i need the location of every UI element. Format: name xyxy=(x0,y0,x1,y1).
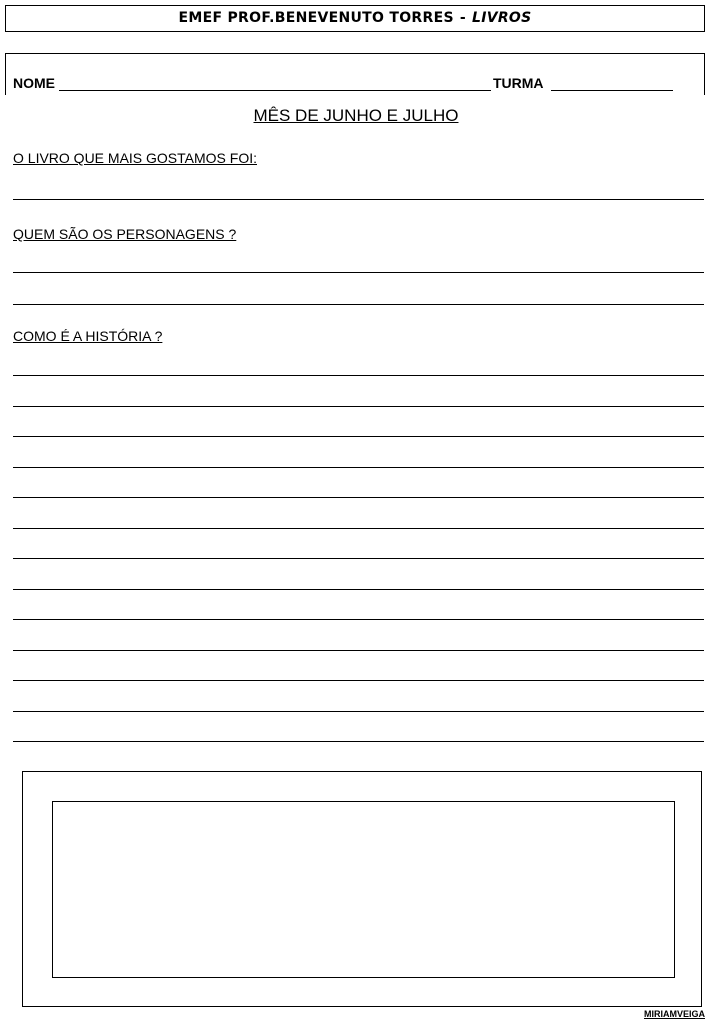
characters-answer-line[interactable] xyxy=(13,304,704,305)
school-name: EMEF PROF.BENEVENUTO TORRES xyxy=(178,10,454,26)
author-credit: MIRIAMVEIGA xyxy=(643,1009,705,1019)
story-answer-line[interactable] xyxy=(13,436,704,437)
story-answer-line[interactable] xyxy=(13,741,704,742)
story-answer-line[interactable] xyxy=(13,680,704,681)
header-separator: - xyxy=(459,10,466,26)
class-field-line[interactable] xyxy=(551,90,673,91)
story-answer-line[interactable] xyxy=(13,711,704,712)
subject-name: LIVROS xyxy=(471,10,532,26)
favorite-book-answer-line[interactable] xyxy=(13,199,704,200)
name-label: NOME xyxy=(13,75,55,91)
story-answer-line[interactable] xyxy=(13,375,704,376)
story-answer-line[interactable] xyxy=(13,528,704,529)
name-field-line[interactable] xyxy=(59,90,491,91)
story-answer-line[interactable] xyxy=(13,497,704,498)
worksheet-header xyxy=(5,5,705,32)
story-answer-line[interactable] xyxy=(13,558,704,559)
favorite-book-question: O LIVRO QUE MAIS GOSTAMOS FOI: xyxy=(13,150,257,166)
drawing-area[interactable] xyxy=(52,801,675,978)
story-question: COMO É A HISTÓRIA ? xyxy=(13,328,163,344)
story-answer-line[interactable] xyxy=(13,619,704,620)
story-answer-line[interactable] xyxy=(13,406,704,407)
student-info-row xyxy=(13,75,683,93)
class-label: TURMA xyxy=(493,75,544,91)
characters-question: QUEM SÃO OS PERSONAGENS ? xyxy=(13,226,237,242)
story-answer-line[interactable] xyxy=(13,589,704,590)
story-answer-line[interactable] xyxy=(13,650,704,651)
page-title: MÊS DE JUNHO E JULHO xyxy=(253,106,459,125)
characters-answer-line[interactable] xyxy=(13,272,704,273)
story-answer-line[interactable] xyxy=(13,467,704,468)
